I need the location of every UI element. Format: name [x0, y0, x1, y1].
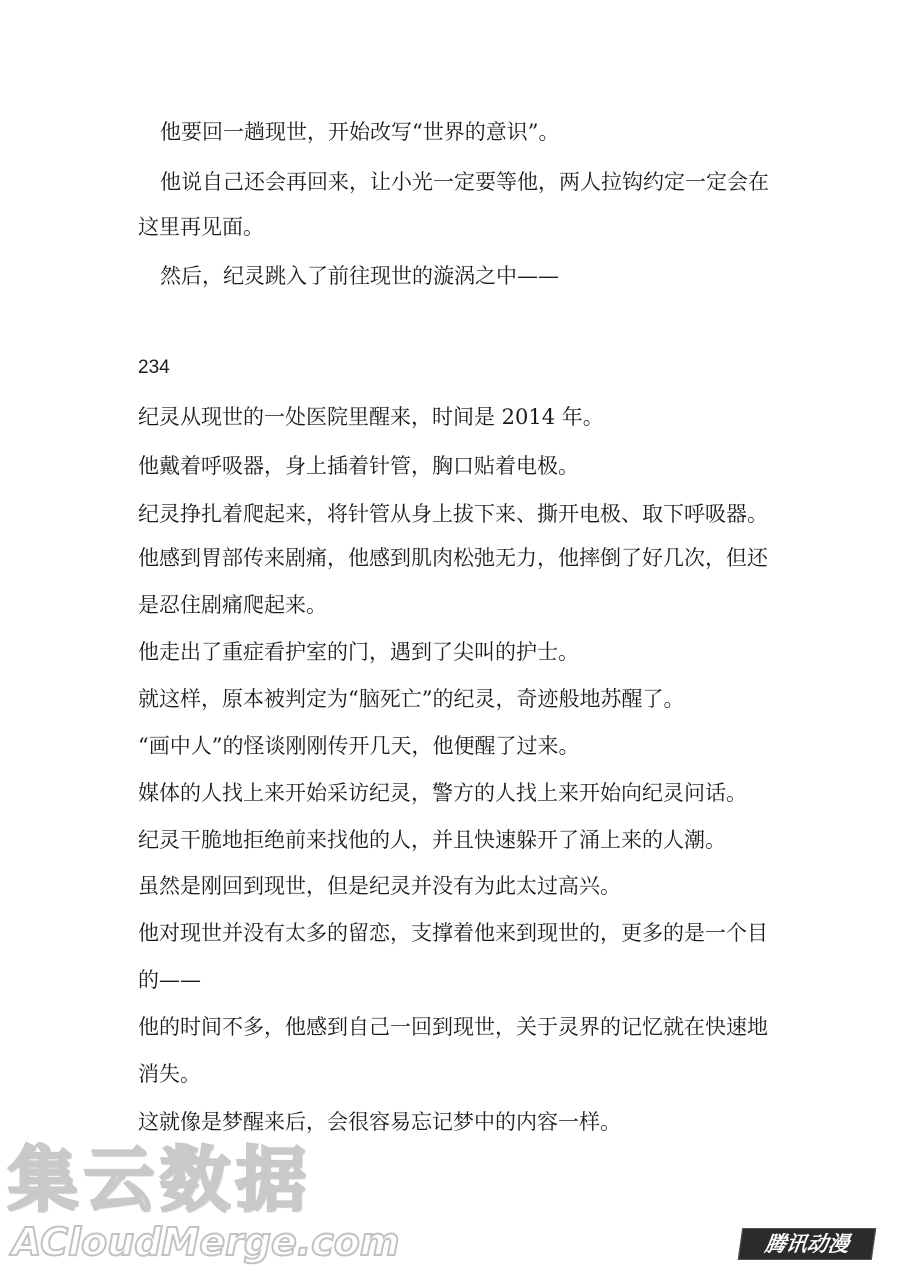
paragraph-line: 是忍住剧痛爬起来。 [138, 593, 327, 617]
paragraph-line: 纪灵从现世的一处医院里醒来，时间是 2014 年。 [138, 405, 604, 429]
paragraph-line: 他感到胃部传来剧痛，他感到肌肉松弛无力，他摔倒了好几次，但还 [138, 546, 768, 570]
paragraph-line: 纪灵挣扎着爬起来，将针管从身上拔下来、撕开电极、取下呼吸器。 [138, 502, 768, 526]
paragraph-line: 他走出了重症看护室的门，遇到了尖叫的护士。 [138, 640, 579, 664]
watermark-logo: 集云数据 [8, 1139, 312, 1221]
watermark-badge: 腾讯动漫 [738, 1228, 876, 1260]
watermark-site: ACloudMerge.com [12, 1220, 400, 1264]
paragraph-line: 纪灵干脆地拒绝前来找他的人，并且快速躲开了涌上来的人潮。 [138, 828, 726, 852]
paragraph-line: 虽然是刚回到现世，但是纪灵并没有为此太过高兴。 [138, 874, 621, 898]
paragraph-line: 他要回一趟现世，开始改写“世界的意识”。 [160, 120, 560, 144]
paragraph-line: 的—— [138, 968, 201, 992]
paragraph-line: “画中人”的怪谈刚刚传开几天，他便醒了过来。 [138, 734, 580, 758]
paragraph-line: 他对现世并没有太多的留恋，支撑着他来到现世的，更多的是一个目 [138, 921, 768, 945]
paragraph-line: 他戴着呼吸器，身上插着针管，胸口贴着电极。 [138, 454, 579, 478]
paragraph-line: 这就像是梦醒来后，会很容易忘记梦中的内容一样。 [138, 1110, 621, 1134]
paragraph-line: 他说自己还会再回来，让小光一定要等他，两人拉钩约定一定会在 [160, 170, 769, 194]
chapter-number: 234 [138, 357, 170, 378]
paragraph-line: 然后，纪灵跳入了前往现世的漩涡之中—— [160, 264, 559, 288]
paragraph-line: 这里再见面。 [138, 215, 264, 239]
paragraph-line: 他的时间不多，他感到自己一回到现世，关于灵界的记忆就在快速地 [138, 1015, 768, 1039]
paragraph-line: 消失。 [138, 1062, 201, 1086]
paragraph-line: 媒体的人找上来开始采访纪灵，警方的人找上来开始向纪灵问话。 [138, 781, 747, 805]
paragraph-line: 就这样，原本被判定为“脑死亡”的纪灵，奇迹般地苏醒了。 [138, 687, 685, 711]
